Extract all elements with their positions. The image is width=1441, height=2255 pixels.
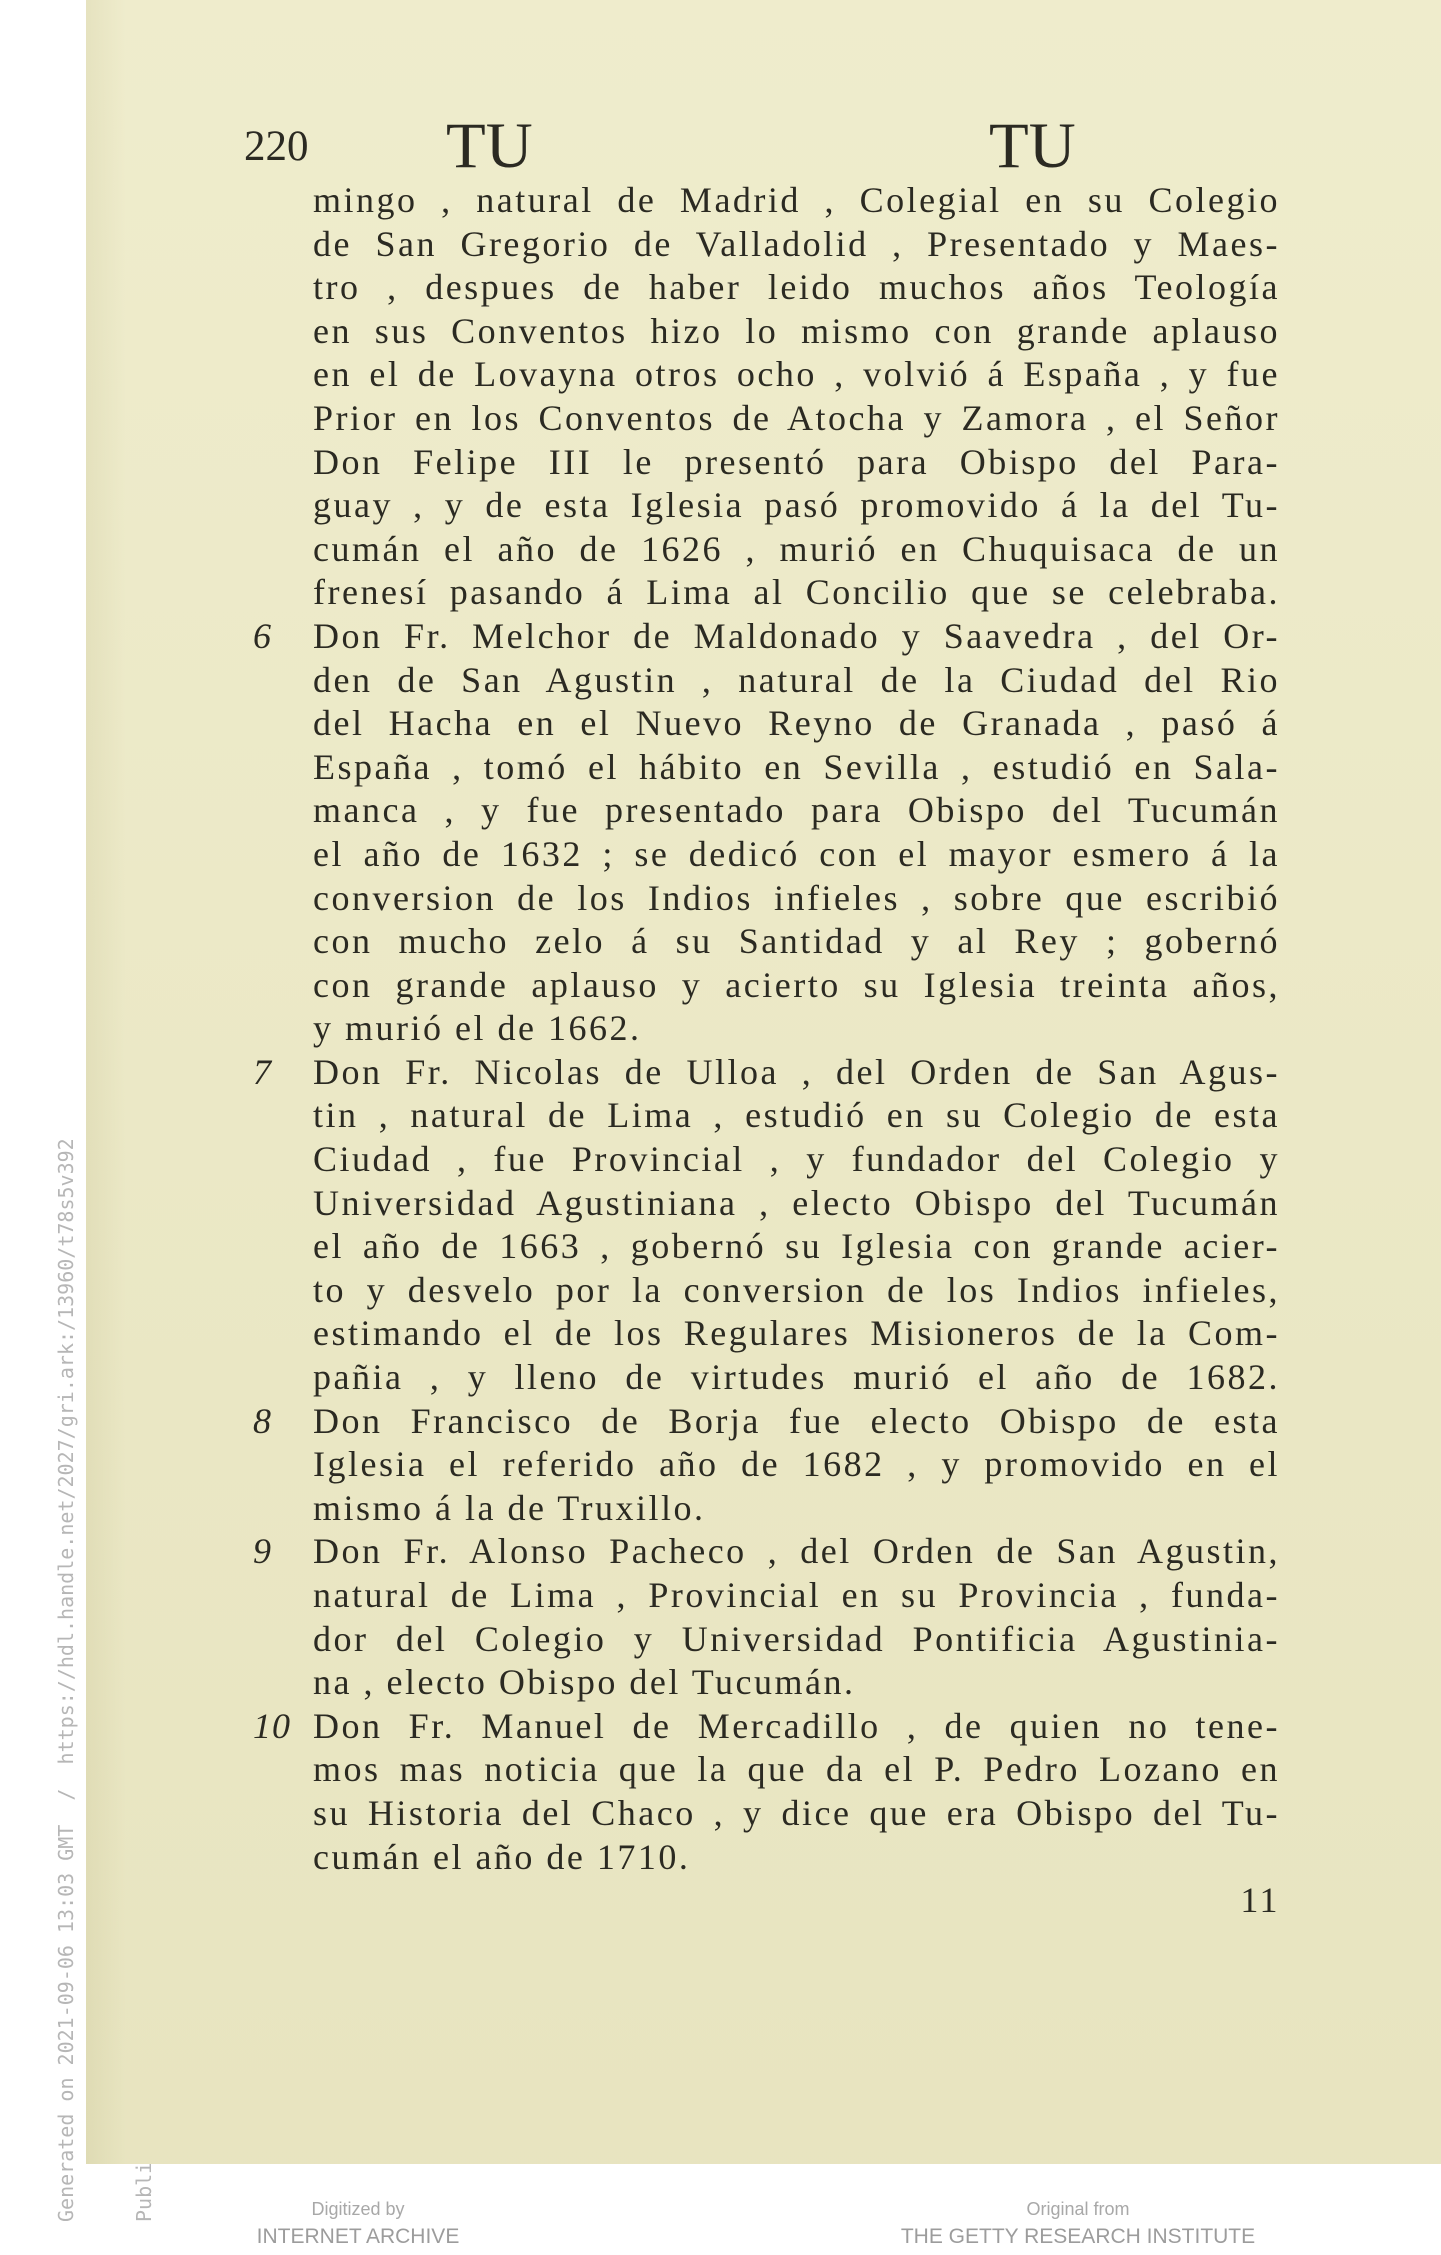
text-line: na , electo Obispo del Tucumán. (313, 1662, 856, 1703)
text-line: manca , y fue presentado para Obispo del Tucumán (313, 790, 1280, 831)
text-line: mingo , natural de Madrid , Colegial en su Colegio (313, 180, 1280, 220)
page-number: 220 (244, 123, 309, 170)
text-line: el año de 1663 , gobernó su Iglesia con grande acier- (313, 1226, 1280, 1267)
text-line: cumán el año de 1710. (313, 1836, 691, 1877)
entry-first-line (253, 1051, 1280, 1095)
text-line: natural de Lima , Provincial en su Provincia , funda- (313, 1575, 1280, 1615)
text-line: en el de Lovayna otros ocho , volvió á España , y fue (313, 354, 1280, 395)
digitizer-name: INTERNET ARCHIVE (256, 2225, 460, 2248)
text-line: su Historia del Chaco , y dice que era Obispo del Tu- (313, 1792, 1280, 1833)
text-line: Don Felipe III le presentó para Obispo del Para- (313, 441, 1280, 482)
line-text: Don Francisco de Borja fue electo Obispo de esta (313, 1400, 1280, 1441)
entry-number: 8 (253, 1400, 272, 1441)
text-line: Ciudad , fue Provincial , y fundador del Colegio y (313, 1139, 1280, 1180)
text-line: Iglesia el referido año de 1682 , y promovido en el (313, 1444, 1280, 1485)
text-line: pañia , y lleno de virtudes murió el año de 1682. (313, 1357, 1280, 1398)
stamp-line-generated: Generated on 2021-09-06 13:03 GMT / https://hdl.handle.net/2027/gri.ark:/13960/t78s5v392 (54, 1138, 78, 2222)
digitized-by-label: Digitized by (311, 2199, 405, 2219)
text-line: con mucho zelo á su Santidad y al Rey ; gobernó (313, 921, 1280, 962)
text-line: España , tomó el hábito en Sevilla , estudió en Sala- (313, 746, 1280, 787)
line-text: Don Fr. Alonso Pacheco , del Orden de San Agustin, (313, 1531, 1280, 1572)
source-institution: THE GETTY RESEARCH INSTITUTE (900, 2225, 1256, 2248)
original-from-label: Original from (1026, 2199, 1130, 2219)
entry-first-line (253, 1400, 1280, 1444)
text-line: den de San Agustin , natural de la Ciudad del Rio (313, 659, 1280, 700)
text-line: con grande aplauso y acierto su Iglesia treinta años, (313, 964, 1280, 1005)
page-text (253, 179, 1280, 1923)
line-text: Don Fr. Melchor de Maldonado y Saavedra , del Or- (313, 615, 1280, 656)
entry-first-line (253, 1530, 1280, 1574)
text-line: frenesí pasando á Lima al Concilio que se celebraba. (313, 572, 1280, 613)
text-line: tin , natural de Lima , estudió en su Colegio de esta (313, 1095, 1280, 1136)
text-line: cumán el año de 1626 , murió en Chuquisaca de un (313, 528, 1280, 569)
entry-number: 10 (253, 1705, 291, 1746)
running-head-right: TU (989, 110, 1076, 182)
text-line: y murió el de 1662. (313, 1008, 642, 1049)
entry-number: 7 (253, 1051, 272, 1092)
entry-number: 6 (253, 615, 272, 656)
text-line: de San Gregorio de Valladolid , Presentado y Maes- (313, 223, 1280, 264)
text-line: guay , y de esta Iglesia pasó promovido á la del Tu- (313, 485, 1280, 526)
footer-original (848, 2197, 1308, 2250)
text-line: Universidad Agustiniana , electo Obispo del Tucumán (313, 1182, 1280, 1223)
running-head-left: TU (446, 110, 533, 182)
text-line: tro , despues de haber leido muchos años Teología (313, 267, 1280, 308)
footer-digitized (208, 2197, 508, 2250)
entry-first-line (253, 1705, 1280, 1749)
entry-number: 9 (253, 1531, 272, 1572)
line-text: Don Fr. Manuel de Mercadillo , de quien no tene- (313, 1705, 1280, 1746)
entry-first-line (253, 615, 1280, 659)
text-line: dor del Colegio y Universidad Pontificia Agustinia- (313, 1618, 1280, 1659)
text-line: conversion de los Indios infieles , sobre que escribió (313, 877, 1280, 918)
text-line: el año de 1632 ; se dedicó con el mayor esmero á la (313, 833, 1280, 874)
text-line: estimando el de los Regulares Misioneros de la Com- (313, 1313, 1280, 1354)
text-line: en sus Conventos hizo lo mismo con grande aplauso (313, 310, 1280, 351)
text-line: del Hacha en el Nuevo Reyno de Granada , pasó á (313, 703, 1280, 744)
line-text: Don Fr. Nicolas de Ulloa , del Orden de San Agus- (313, 1051, 1280, 1092)
text-line: mos mas noticia que la que da el P. Pedro Lozano en (313, 1749, 1280, 1790)
catchword: 11 (1240, 1880, 1280, 1921)
text-line: to y desvelo por la conversion de los Indios infieles, (313, 1269, 1280, 1310)
text-line: Prior en los Conventos de Atocha y Zamora , el Señor (313, 397, 1280, 438)
text-line: mismo á la de Truxillo. (313, 1487, 706, 1528)
